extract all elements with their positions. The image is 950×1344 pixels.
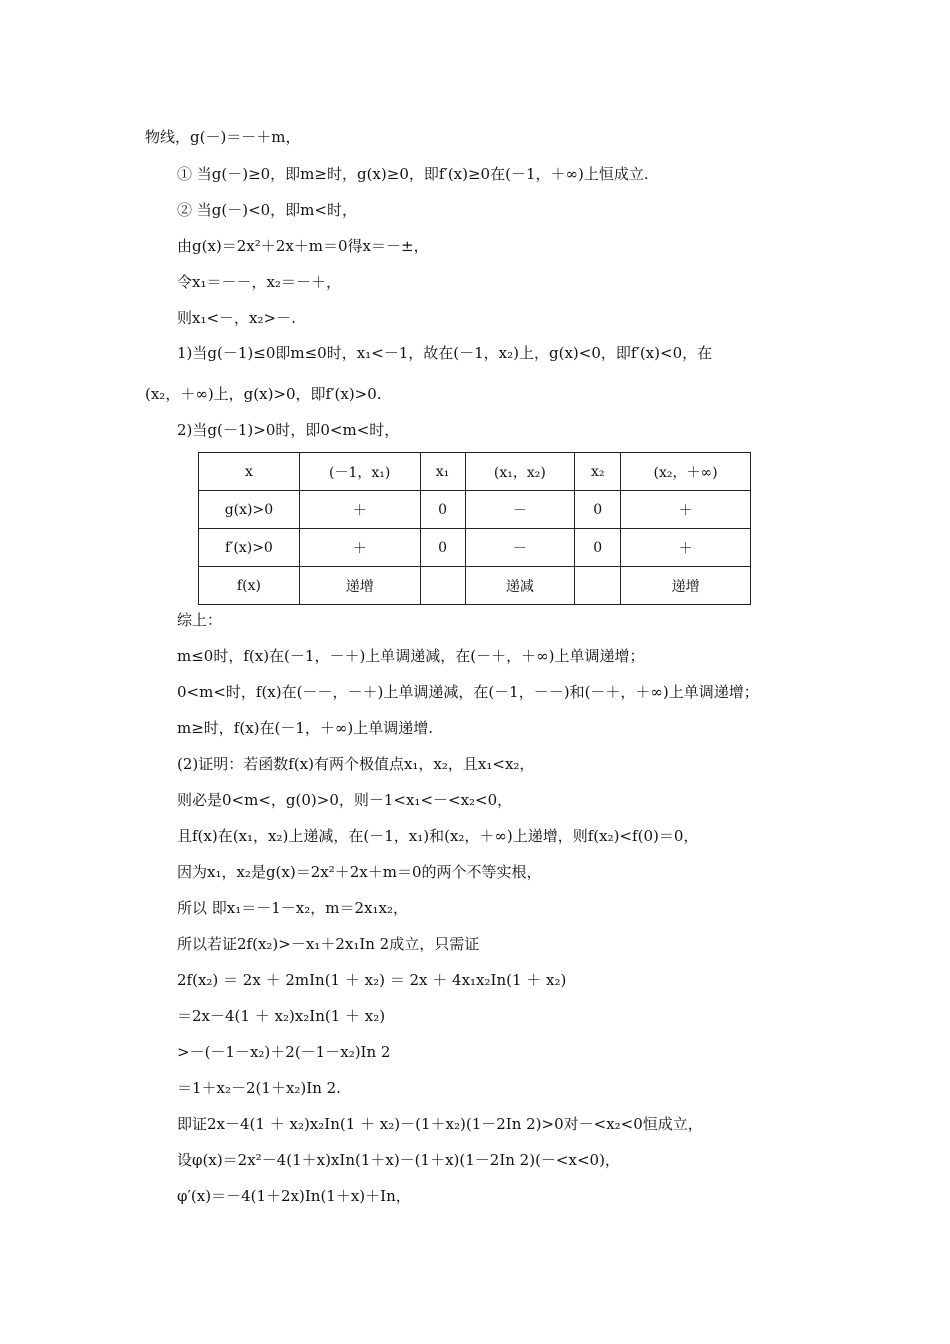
table-cell: ＋ [299,529,420,567]
text-line: 2)当g(－1)>0时，即0<m<时， [177,421,400,439]
table-cell: x [199,453,300,491]
text-line: ＝1＋x₂－2(1＋x₂)In 2. [177,1079,341,1097]
text-line: 1)当g(－1)≤0即m≤0时，x₁<－1，故在(－1，x₂)上，g(x)<0，即f′(x)<0，在 [177,344,713,362]
table-cell: 0 [420,529,465,567]
text-line: ＝2x－4(1 ＋ x₂)x₂In(1 ＋ x₂) [177,1007,386,1025]
table-cell: (－1，x₁) [299,453,420,491]
table-cell: 递增 [299,567,420,605]
text-line: 所以 即x₁＝－1－x₂，m＝2x₁x₂， [177,899,408,917]
text-line: 则必是0<m<，g(0)>0，则－1<x₁<－<x₂<0， [177,791,513,809]
table-cell: ＋ [299,491,420,529]
table-cell: 0 [420,491,465,529]
table-cell: x₁ [420,453,465,491]
table-cell: f′(x)>0 [199,529,300,567]
text-line: 所以若证2f(x₂)>－x₁＋2x₁In 2成立，只需证 [177,935,480,953]
text-line: 即证2x－4(1 ＋ x₂)x₂In(1 ＋ x₂)－(1＋x₂)(1－2In 2)>0对－<x₂<0恒成立， [177,1115,703,1133]
table-cell: 递增 [621,567,751,605]
text-line: m≤0时，f(x)在(－1，－＋)上单调递减，在(－＋，＋∞)上单调递增； [177,647,645,665]
text-line: >－(－1－x₂)＋2(－1－x₂)In 2 [177,1043,391,1061]
text-line: m≥时，f(x)在(－1，＋∞)上单调递增. [177,719,434,737]
table-cell: ＋ [621,529,751,567]
text-line: ① 当g(－)≥0，即m≥时，g(x)≥0，即f′(x)≥0在(－1，＋∞)上恒成立. [177,165,649,183]
text-line: 综上： [177,611,223,629]
table-cell: － [465,529,575,567]
text-line: φ′(x)＝－4(1＋2x)In(1＋x)＋In， [177,1187,411,1205]
text-line: 因为x₁，x₂是g(x)＝2x²＋2x＋m＝0的两个不等实根， [177,863,542,881]
text-line: 令x₁＝－－，x₂＝－＋， [177,273,341,291]
table-cell: g(x)>0 [199,491,300,529]
table-cell: ＋ [621,491,751,529]
sign-table [198,452,751,605]
table-cell: x₂ [575,453,621,491]
text-line: (x₂，＋∞)上，g(x)>0，即f′(x)>0. [145,385,382,403]
text-line: 由g(x)＝2x²＋2x＋m＝0得x＝－±， [177,237,429,255]
text-line: 设φ(x)＝2x²－4(1＋x)xIn(1＋x)－(1＋x)(1－2In 2)(－<x<0)， [177,1151,620,1169]
table-cell: (x₂，＋∞) [621,453,751,491]
text-line: 物线，g(－)＝－＋m， [145,128,301,146]
table-row [199,567,751,605]
table-row [199,529,751,567]
table-cell: 0 [575,491,621,529]
table-row [199,453,751,491]
text-line: 0<m<时，f(x)在(－－，－＋)上单调递减，在(－1，－－)和(－＋，＋∞)上单调递增； [177,683,759,701]
table-cell: 递减 [465,567,575,605]
table-cell [420,567,465,605]
text-line: 2f(x₂) ＝ 2x ＋ 2mIn(1 ＋ x₂) ＝ 2x ＋ 4x₁x₂In(1 ＋ x₂) [177,971,567,989]
table-cell: 0 [575,529,621,567]
text-line: (2)证明：若函数f(x)有两个极值点x₁，x₂，且x₁<x₂， [177,755,535,773]
table-cell [575,567,621,605]
text-line: ② 当g(－)<0，即m<时， [177,201,357,219]
table-row [199,491,751,529]
text-line: 且f(x)在(x₁，x₂)上递减，在(－1，x₁)和(x₂，＋∞)上递增，则f(x₂)<f(0)＝0， [177,827,699,845]
text-line: 则x₁<－，x₂>－. [177,309,296,327]
table-cell: － [465,491,575,529]
table-cell: f(x) [199,567,300,605]
table-cell: (x₁，x₂) [465,453,575,491]
